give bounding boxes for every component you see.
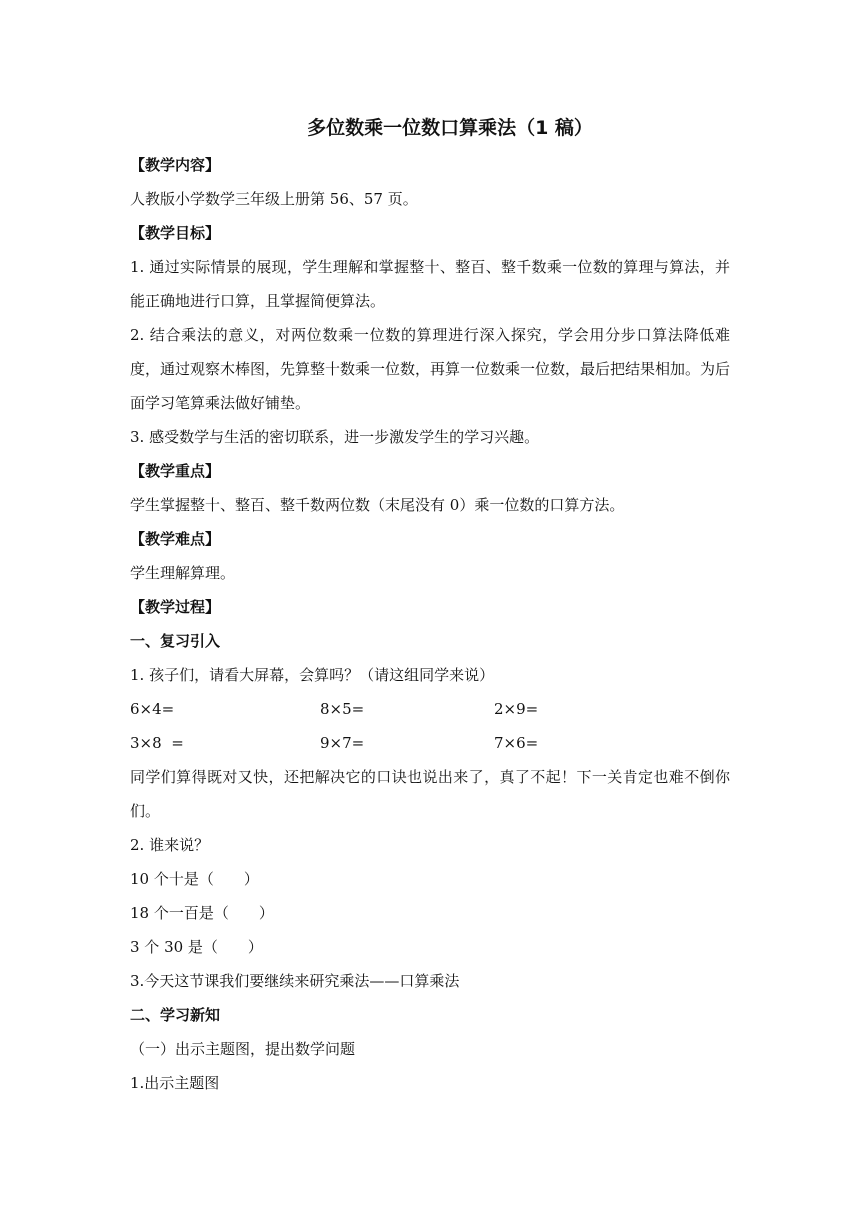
calc-item: 3×8 = <box>130 734 184 752</box>
heading-difficulty: 【教学难点】 <box>130 530 221 548</box>
calc-item: 9×7= <box>320 734 365 752</box>
calc-item: 6×4= <box>130 700 175 718</box>
step-2: 2. 谁来说？ <box>130 836 210 854</box>
sub-1-step-1: 1.出示主题图 <box>130 1074 220 1092</box>
praise-text: 同学们算得既对又快，还把解决它的口诀也说出来了，真了不起！下一关肯定也难不倒你们。 <box>130 768 730 820</box>
question-2: 18 个一百是（ ） <box>130 904 274 922</box>
document-page <box>130 108 730 1100</box>
calc-item: 8×5= <box>320 700 365 718</box>
heading-teaching-process: 【教学过程】 <box>130 598 221 616</box>
calc-row-2 <box>130 726 730 760</box>
document-title: 多位数乘一位数口算乘法（1 稿） <box>307 117 593 139</box>
key-points-text: 学生掌握整十、整百、整千数两位数（末尾没有 0）乘一位数的口算方法。 <box>130 496 625 514</box>
difficulty-text: 学生理解算理。 <box>130 564 236 582</box>
part-1-heading: 一、复习引入 <box>130 632 221 650</box>
heading-teaching-goals: 【教学目标】 <box>130 224 221 242</box>
step-3: 3.今天这节课我们要继续来研究乘法——口算乘法 <box>130 972 460 990</box>
teaching-content-text: 人教版小学数学三年级上册第 56、57 页。 <box>130 190 418 208</box>
question-1: 10 个十是（ ） <box>130 870 259 888</box>
calc-item: 7×6= <box>494 734 539 752</box>
calc-item: 2×9= <box>494 700 539 718</box>
question-3: 3 个 30 是（ ） <box>130 938 263 956</box>
step-1: 1. 孩子们，请看大屏幕，会算吗？（请这组同学来说） <box>130 666 495 684</box>
goal-2: 2. 结合乘法的意义，对两位数乘一位数的算理进行深入探究，学会用分步口算法降低难度，通过观察木棒图，先算整十数乘一位数，再算一位数乘一位数，最后把结果相加。为后面学习笔算乘法做好铺垫。 <box>130 326 731 412</box>
sub-1-heading: （一）出示主题图，提出数学问题 <box>130 1040 356 1058</box>
goal-1: 1. 通过实际情景的展现，学生理解和掌握整十、整百、整千数乘一位数的算理与算法，并能正确地进行口算，且掌握简便算法。 <box>130 258 730 310</box>
part-2-heading: 二、学习新知 <box>130 1006 221 1024</box>
heading-teaching-content: 【教学内容】 <box>130 156 221 174</box>
goal-3: 3. 感受数学与生活的密切联系，进一步激发学生的学习兴趣。 <box>130 428 540 446</box>
calc-row-1 <box>130 692 730 726</box>
heading-key-points: 【教学重点】 <box>130 462 221 480</box>
